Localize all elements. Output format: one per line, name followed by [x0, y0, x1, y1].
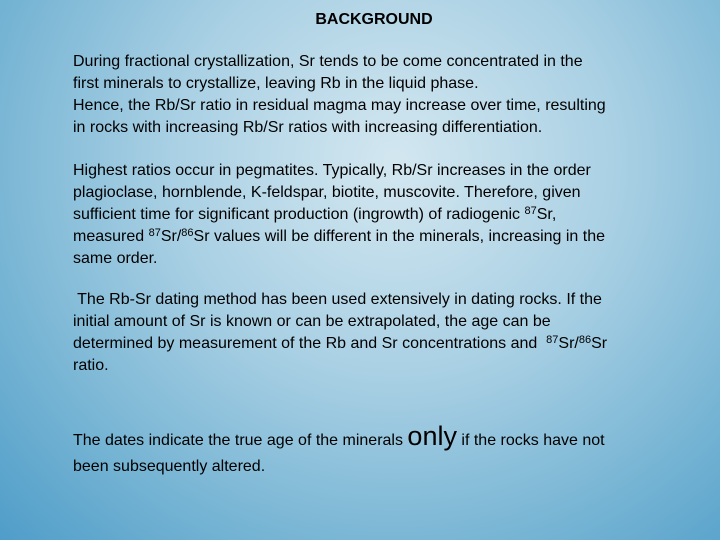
text-segment: sufficient time for significant production (ingrowth) of radiogenic — [73, 206, 525, 223]
text-segment: Sr/ — [160, 228, 182, 245]
text-line: been subsequently altered. — [73, 458, 266, 475]
text-line: initial amount of Sr is known or can be extrapolated, the age can be — [73, 313, 551, 330]
text-line — [73, 333, 683, 355]
text-line: plagioclase, hornblende, K-feldspar, biotite, muscovite. Therefore, given — [73, 184, 581, 201]
paragraph-fractional-crystallization — [73, 51, 683, 139]
text-segment: if the rocks have not — [456, 432, 605, 449]
isotope-superscript: 86 — [181, 227, 194, 239]
isotope-superscript: 87 — [148, 227, 161, 239]
text-line: same order. — [73, 250, 158, 267]
text-line: ratio. — [73, 357, 109, 374]
paragraph-rb-sr-dating — [73, 289, 683, 377]
text-line: in rocks with increasing Rb/Sr ratios with increasing differentiation. — [73, 119, 543, 136]
text-segment: measured — [73, 228, 149, 245]
isotope-superscript: 87 — [546, 334, 559, 346]
text-line — [73, 226, 683, 248]
slide-title: BACKGROUND — [315, 11, 433, 28]
text-line — [73, 421, 683, 452]
paragraph-dates-caveat — [73, 421, 683, 478]
text-segment: Sr/ — [558, 335, 579, 352]
emphasis-word: only — [407, 421, 457, 451]
isotope-superscript: 86 — [578, 334, 592, 346]
text-segment: determined by measurement of the Rb and Sr concentrations and — [73, 335, 547, 352]
text-line: Hence, the Rb/Sr ratio in residual magma may increase over time, resulting — [73, 97, 606, 114]
isotope-superscript: 87 — [524, 205, 537, 217]
text-segment: Sr, — [536, 206, 557, 223]
text-segment: Sr values will be different in the minerals, increasing in the — [193, 228, 606, 245]
text-line: first minerals to crystallize, leaving Rb in the liquid phase. — [73, 75, 479, 92]
text-segment: Sr — [591, 335, 608, 352]
text-segment: The dates indicate the true age of the minerals — [73, 432, 408, 449]
text-line: Highest ratios occur in pegmatites. Typically, Rb/Sr increases in the order — [73, 162, 591, 179]
text-line — [73, 204, 683, 226]
paragraph-pegmatites — [73, 160, 683, 270]
text-line: The Rb-Sr dating method has been used extensively in dating rocks. If the — [73, 291, 602, 308]
text-line: During fractional crystallization, Sr tends to be come concentrated in the — [73, 53, 583, 70]
